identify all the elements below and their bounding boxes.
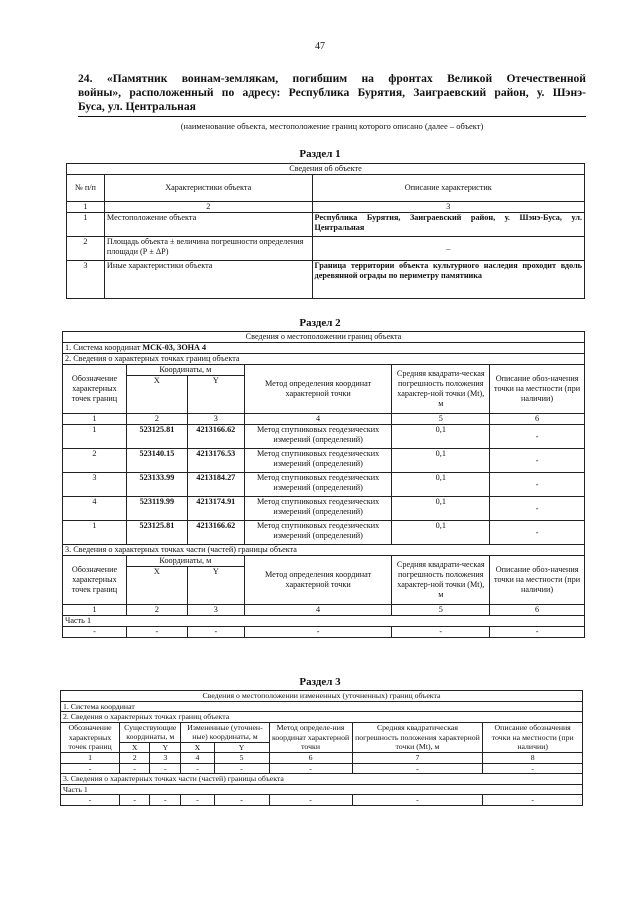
s3-colnum: 1 (61, 753, 120, 764)
heading-underline (78, 116, 586, 117)
section3-table-title: Сведения о местоположении измененных (уточненных) границ объекта (61, 691, 583, 702)
point-mt: 0,1 (392, 425, 490, 449)
heading-line-1: 24. «Памятник воинам-землякам, погибшим на фронтах Великой Отечественной (78, 72, 586, 85)
s2-colnum: 6 (490, 414, 585, 425)
s2b-header-y: Y (187, 567, 244, 605)
s2b-header-accuracy: Средняя квадрати-ческая погрешность положения характер-ной точки (Mt), м (392, 556, 490, 605)
section2-table (62, 331, 585, 638)
s2-coord-system-value: МСК-03, ЗОНА 4 (142, 343, 207, 352)
point-mt: 0,1 (392, 521, 490, 545)
point-x: 523140.15 (126, 449, 187, 473)
s1-row1-number: 1 (67, 213, 105, 237)
s1-row3-value: Граница территории объекта культурного наследия проходит вдоль деревянной ограды по периметру памятника (312, 261, 584, 299)
section2-title: Раздел 2 (299, 317, 341, 329)
point-method: Метод спутниковых геодезических измерений (определений) (244, 521, 392, 545)
s3-header-x-existing: X (120, 742, 150, 753)
s2b-colnum: 2 (126, 605, 187, 616)
point-id: 4 (63, 497, 127, 521)
point-id: 3 (63, 473, 127, 497)
point-x: 523125.81 (126, 425, 187, 449)
s2-colnum: 2 (126, 414, 187, 425)
empty-cell: - (269, 763, 352, 774)
point-method: Метод спутниковых геодезических измерений (определений) (244, 497, 392, 521)
s3-header-method: Метод определе-ния координат характерной точки (269, 722, 352, 753)
empty-cell: - (483, 795, 583, 806)
empty-cell: - (244, 627, 392, 638)
s2b-header-x: X (126, 567, 187, 605)
section1-table-title: Сведения об объекте (67, 164, 585, 175)
s2-header-y: Y (187, 376, 244, 414)
s2-sub2-label: 2. Сведения о характерных точках границ объекта (63, 354, 585, 365)
s2b-header-method: Метод определения координат характерной точки (244, 556, 392, 605)
point-id: 2 (63, 449, 127, 473)
section3-title: Раздел 3 (299, 676, 341, 688)
point-mt: 0,1 (392, 497, 490, 521)
s2b-colnum: 3 (187, 605, 244, 616)
s2-part-label: Часть 1 (63, 616, 585, 627)
s1-colnum-3: 3 (312, 202, 584, 213)
empty-cell: - (392, 627, 490, 638)
s2-header-description: Описание обоз-начения точки на местности (при наличии) (490, 365, 585, 414)
s3-header-changed: Измененные (уточнен-ные) координаты, м (181, 722, 269, 742)
empty-cell: - (214, 795, 269, 806)
table-row (63, 627, 585, 638)
section1-table (66, 163, 585, 299)
point-y: 4213184.27 (187, 473, 244, 497)
empty-cell: - (214, 763, 269, 774)
s3-colnum: 8 (483, 753, 583, 764)
s2-coord-system-label: 1. Система координат (65, 343, 141, 352)
point-mt: 0,1 (392, 449, 490, 473)
point-desc: - (490, 425, 585, 449)
empty-cell: - (269, 795, 352, 806)
s2-header-coords: Координаты, м (126, 365, 244, 376)
table-row (61, 763, 583, 774)
empty-cell: - (483, 763, 583, 774)
table-row (63, 521, 585, 545)
empty-cell: - (187, 627, 244, 638)
empty-cell: - (61, 763, 120, 774)
heading-line-3: Буса, ул. Центральная (78, 100, 196, 113)
empty-cell: - (61, 795, 120, 806)
heading-caption: (наименование объекта, местоположение границ которого описано (далее – объект) (180, 121, 484, 131)
table-row (63, 473, 585, 497)
table-row (61, 795, 583, 806)
s3-colnum: 3 (150, 753, 181, 764)
s3-header-point: Обозначение характерных точек границ (61, 722, 120, 753)
point-y: 4213176.53 (187, 449, 244, 473)
point-id: 1 (63, 521, 127, 545)
page-number: 47 (315, 41, 325, 52)
s1-row3-number: 3 (67, 261, 105, 299)
table-row (63, 497, 585, 521)
point-method: Метод спутниковых геодезических измерений (определений) (244, 473, 392, 497)
s1-header-characteristic: Характеристики объекта (104, 175, 312, 202)
empty-cell: - (181, 763, 214, 774)
heading-line-2: войны», расположенный по адресу: Республика Бурятия, Заиграевский район, у. Шэнэ- (78, 86, 586, 99)
s3-colnum: 5 (214, 753, 269, 764)
s2-sub3-label: 3. Сведения о характерных точках части (частей) границы объекта (63, 545, 585, 556)
point-id: 1 (63, 425, 127, 449)
s2b-header-description: Описание обоз-начения точки на местности (при наличии) (490, 556, 585, 605)
s1-row3-name: Иные характеристики объекта (104, 261, 312, 299)
s2-header-accuracy: Средняя квадрати-ческая погрешность положения характер-ной точки (Mt), м (392, 365, 490, 414)
point-desc: - (490, 449, 585, 473)
s3-coord-system: 1. Система координат (61, 701, 583, 712)
point-method: Метод спутниковых геодезических измерений (определений) (244, 425, 392, 449)
s3-header-y-changed: Y (214, 742, 269, 753)
table-row (63, 425, 585, 449)
s2-header-x: X (126, 376, 187, 414)
point-y: 4213174.91 (187, 497, 244, 521)
empty-cell: - (352, 763, 483, 774)
s2b-colnum: 1 (63, 605, 127, 616)
s3-colnum: 4 (181, 753, 214, 764)
point-desc: - (490, 473, 585, 497)
s1-row2-name: Площадь объекта ± величина погрешности определения площади (Р ± ΔР) (104, 237, 312, 261)
s3-colnum: 2 (120, 753, 150, 764)
section1-title: Раздел 1 (299, 148, 341, 160)
s1-header-number: № п/п (67, 175, 105, 202)
s3-sub2-label: 2. Сведения о характерных точках границ объекта (61, 712, 583, 723)
s1-row2-number: 2 (67, 237, 105, 261)
s2-colnum: 5 (392, 414, 490, 425)
section3-table (60, 690, 583, 806)
point-y: 4213166.62 (187, 521, 244, 545)
s2b-header-point: Обозначение характерных точек границ (63, 556, 127, 605)
s2b-colnum: 4 (244, 605, 392, 616)
point-desc: - (490, 521, 585, 545)
s1-row1-name: Местоположение объекта (104, 213, 312, 237)
empty-cell: - (490, 627, 585, 638)
s2-header-method: Метод определения координат характерной точки (244, 365, 392, 414)
s3-colnum: 6 (269, 753, 352, 764)
s3-header-x-changed: X (181, 742, 214, 753)
section2-table-title: Сведения о местоположении границ объекта (63, 332, 585, 343)
s2b-header-coords: Координаты, м (126, 556, 244, 567)
empty-cell: - (63, 627, 127, 638)
point-y: 4213166.62 (187, 425, 244, 449)
s3-header-description: Описание обозначения точки на местности (при наличии) (483, 722, 583, 753)
s2b-colnum: 6 (490, 605, 585, 616)
point-method: Метод спутниковых геодезических измерений (определений) (244, 449, 392, 473)
s2b-colnum: 5 (392, 605, 490, 616)
s3-part-label: Часть 1 (61, 784, 583, 795)
s3-header-existing: Существующие координаты, м (120, 722, 181, 742)
table-row (63, 449, 585, 473)
empty-cell: - (150, 763, 181, 774)
s2-colnum: 3 (187, 414, 244, 425)
point-x: 523119.99 (126, 497, 187, 521)
s2-colnum: 4 (244, 414, 392, 425)
s2-coord-system (63, 343, 585, 354)
s1-row2-value: – (312, 237, 584, 261)
point-mt: 0,1 (392, 473, 490, 497)
s1-colnum-2: 2 (104, 202, 312, 213)
s2-header-point: Обозначение характерных точек границ (63, 365, 127, 414)
s3-header-y-existing: Y (150, 742, 181, 753)
s1-header-description: Описание характеристик (312, 175, 584, 202)
object-heading (78, 72, 586, 114)
s1-colnum-1: 1 (67, 202, 105, 213)
empty-cell: - (120, 763, 150, 774)
empty-cell: - (181, 795, 214, 806)
empty-cell: - (126, 627, 187, 638)
s3-header-accuracy: Средняя квадратическая погрешность положения характерной точки (Mt), м (352, 722, 483, 753)
s3-colnum: 7 (352, 753, 483, 764)
s1-row1-value: Республика Бурятия, Заиграевский район, у. Шэнэ-Буса, ул. Центральная (312, 213, 584, 237)
s3-sub3-label: 3. Сведения о характерных точках части (частей) границы объекта (61, 774, 583, 785)
point-x: 523125.81 (126, 521, 187, 545)
empty-cell: - (120, 795, 150, 806)
point-x: 523133.99 (126, 473, 187, 497)
empty-cell: - (352, 795, 483, 806)
point-desc: - (490, 497, 585, 521)
empty-cell: - (150, 795, 181, 806)
s2-colnum: 1 (63, 414, 127, 425)
